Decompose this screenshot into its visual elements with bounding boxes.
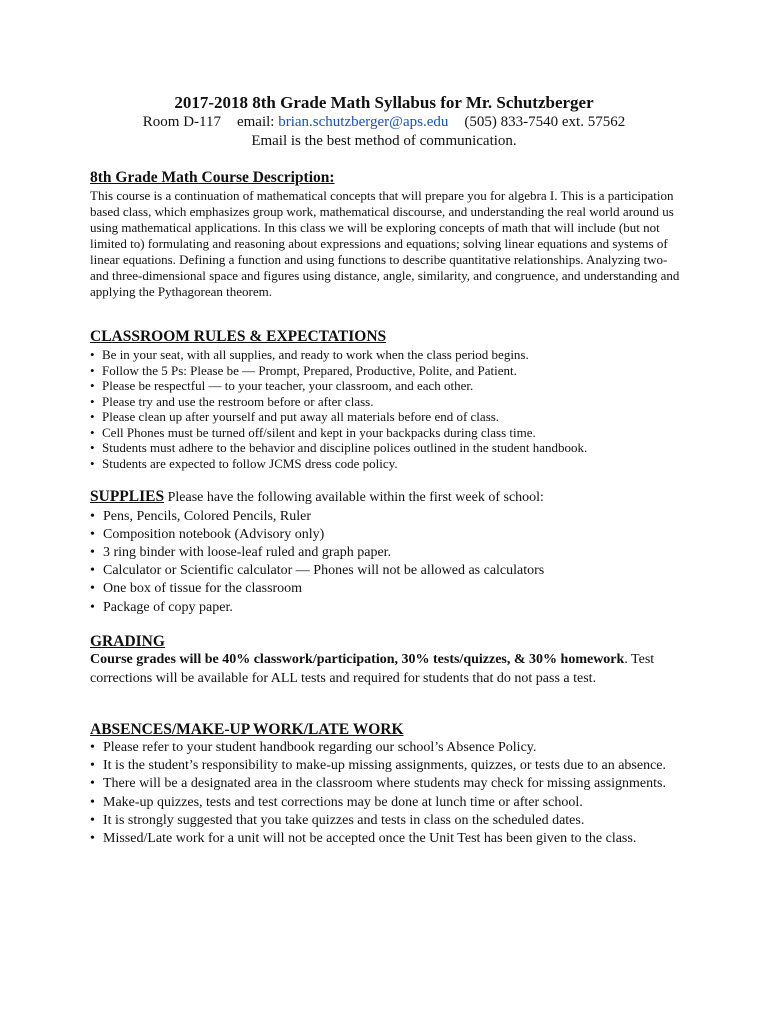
page-title: 2017-2018 8th Grade Math Syllabus for Mr. Schutzberger [174,93,594,112]
email-label: email: [236,114,275,130]
list-item: • Composition notebook (Advisory only) [90,526,680,544]
contact-line [0,114,768,131]
communication-note: Email is the best method of communication. [251,133,517,149]
list-item: • Package of copy paper. [90,599,680,617]
supplies-heading: SUPPLIES [90,488,165,505]
classroom-rules-list [90,347,680,471]
list-item: • Please clean up after yourself and put away all materials before end of class. [90,409,680,425]
list-item: • Please refer to your student handbook regarding our school’s Absence Policy. [90,739,680,757]
list-item: • Calculator or Scientific calculator — Phones will not be allowed as calculators [90,562,680,580]
grading-text [90,651,680,688]
room-number: Room D-117 [142,114,221,130]
absences-section [90,720,680,848]
list-item: • Pens, Pencils, Colored Pencils, Ruler [90,508,680,526]
supplies-intro-line [90,488,680,508]
list-item: • There will be a designated area in the classroom where students may check for missing assignments. [90,775,680,793]
supplies-list [90,508,680,617]
list-item: • Cell Phones must be turned off/silent and kept in your backpacks during class time. [90,425,680,441]
classroom-rules-heading: CLASSROOM RULES & EXPECTATIONS [90,328,387,345]
course-description-section [90,168,680,300]
list-item: • 3 ring binder with loose-leaf ruled and graph paper. [90,544,680,562]
grading-breakdown: Course grades will be 40% classwork/participation, 30% tests/quizzes, & 30% homework [90,652,625,667]
list-item: • Please be respectful — to your teacher, your classroom, and each other. [90,378,680,394]
list-item: • Students are expected to follow JCMS dress code policy. [90,456,680,472]
absences-list [90,739,680,848]
list-item: • Missed/Late work for a unit will not be accepted once the Unit Test has been given to the class. [90,830,680,848]
grading-corrections: . Test corrections will be available for ALL tests and required for students that do not pass a test. [90,652,655,686]
course-description-text: This course is a continuation of mathematical concepts that will prepare you for algebra I. This is a participation based class, which emphasizes group work, mathematical discourse, and understanding the real world around us using mathematical applications. In this class we will be exploring concepts of math that will include (but not limited to) formulating and reasoning about expressions and equations; solving linear equations and systems of linear equations. Defining a function and using functions to describe quantitative relationships. Analyzing two- and three-dimensional space and figures using distance, angle, similarity, and congruence, and understanding and applying the Pythagorean theorem. [90,188,680,299]
supplies-section [90,488,680,617]
list-item: • Please try and use the restroom before or after class. [90,394,680,410]
course-description-heading: 8th Grade Math Course Description: [90,169,335,186]
list-item: • It is strongly suggested that you take quizzes and tests in class on the scheduled dates. [90,812,680,830]
grading-heading: GRADING [90,633,165,650]
list-item: • It is the student’s responsibility to make-up missing assignments, quizzes, or tests due to an absence. [90,757,680,775]
grading-section [90,632,680,688]
list-item: • Follow the 5 Ps: Please be — Prompt, Prepared, Productive, Polite, and Patient. [90,363,680,379]
phone-number: (505) 833-7540 ext. 57562 [464,114,626,130]
absences-heading: ABSENCES/MAKE-UP WORK/LATE WORK [90,721,404,738]
list-item: • Be in your seat, with all supplies, and ready to work when the class period begins. [90,347,680,363]
email-link[interactable]: brian.schutzberger@aps.edu [278,114,449,130]
list-item: • Make-up quizzes, tests and test corrections may be done at lunch time or after school. [90,794,680,812]
list-item: • One box of tissue for the classroom [90,580,680,598]
supplies-intro: Please have the following available within the first week of school: [164,490,544,505]
list-item: • Students must adhere to the behavior and discipline polices outlined in the student handbook. [90,440,680,456]
classroom-rules-section [90,327,680,471]
